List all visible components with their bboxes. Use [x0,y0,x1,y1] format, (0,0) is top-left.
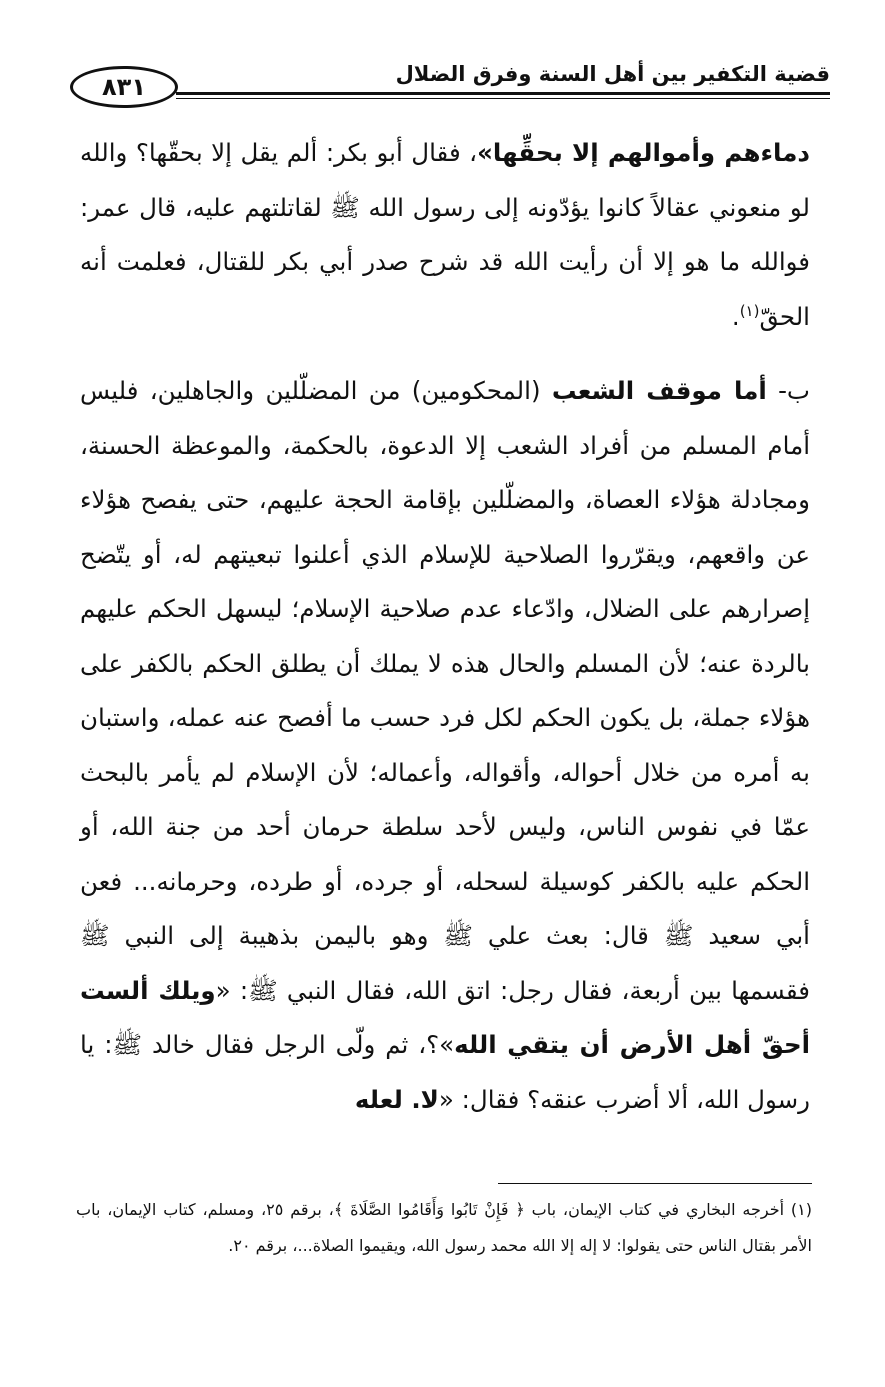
header-rule [176,92,830,99]
paragraph-tail: . [731,301,740,331]
main-text [80,126,810,1127]
header-title: قضية التكفير بين أهل السنة وفرق الضلال [395,62,830,86]
paragraph-1 [80,126,810,344]
running-header [70,62,830,122]
footnotes [76,1192,812,1264]
hadith-quote-continued: لا. لعله [354,1084,439,1114]
section-marker: ب- [766,376,810,405]
hadith-quote: ويلك ألست أحقّ أهل الأرض أن يتقي الله [80,975,810,1059]
page-number: ٨٣١ [70,66,178,108]
bold-phrase: دماءهم وأموالهم إلا بحقِّها» [477,138,810,167]
paragraph-text-continued: »؟، ثم ولّى الرجل فقال خالد ﷺ: يا رسول الله، ألا أضرب عنقه؟ فقال: « [80,1030,810,1114]
footnote-separator [498,1183,812,1184]
paragraph-2 [80,364,810,1127]
paragraph-text: ، فقال أبو بكر: ألم يقل إلا بحقّها؟ والله لو منعوني عقالاً كانوا يؤدّونه إلى رسول الله ﷺ لقاتلتهم عليه، قال عمر: فوالله ما هو إلا أن رأيت الله قد شرح صدر أبي بكر للقتال، فعلمت أنه الحقّ [80,138,810,331]
section-heading: أما موقف الشعب [551,376,767,405]
paragraph-text: (المحكومين) من المضلّلين والجاهلين، فليس أمام المسلم من أفراد الشعب إلا الدعوة، بالحكمة، والموعظة الحسنة، ومجادلة هؤلاء العصاة، والمضلّلين بإقامة الحجة عليهم، حتى يفصح هؤلاء عن واقعهم، ويقرّروا الصلاحية للإسلام الذي أعلنوا تبعيتهم له، أو يتّضح إصرارهم على الضلال، وادّعاء عدم صلاحية الإسلام؛ ليسهل الحكم عليهم بالردة عنه؛ لأن المسلم والحال هذه لا يملك أن يطلق الحكم بالكفر على هؤلاء جملة، بل يكون الحكم لكل فرد حسب ما أفصح عنه عمله، واستبان به أمره من خلال أحواله، وأقواله، وأعماله؛ لأن الإسلام لم يأمر بالبحث عمّا في نفوس الناس، وليس لأحد سلطة حرمان أحد من جنة الله، أو الحكم عليه بالكفر كوسيلة لسحله، أو جرده، أو طرده، وحرمانه... فعن أبي سعيد ﷺ قال: بعث علي ﷺ وهو باليمن بذهيبة إلى النبي ﷺ فقسمها بين أربعة، فقال رجل: اتق الله، فقال النبي ﷺ: « [80,376,810,1005]
footnote-reference[interactable]: (١) [739,301,760,320]
footnote-1: (١) أخرجه البخاري في كتاب الإيمان، باب ﴿ فَإِنْ تَابُوا وَأَقَامُوا الصَّلَاةَ ﴾، برقم ٢٥، ومسلم، كتاب الإيمان، باب الأمر بقتال الناس حتى يقولوا: لا إله إلا الله محمد رسول الله، ويقيموا الصلاة...، برقم ٢٠. [76,1200,812,1255]
